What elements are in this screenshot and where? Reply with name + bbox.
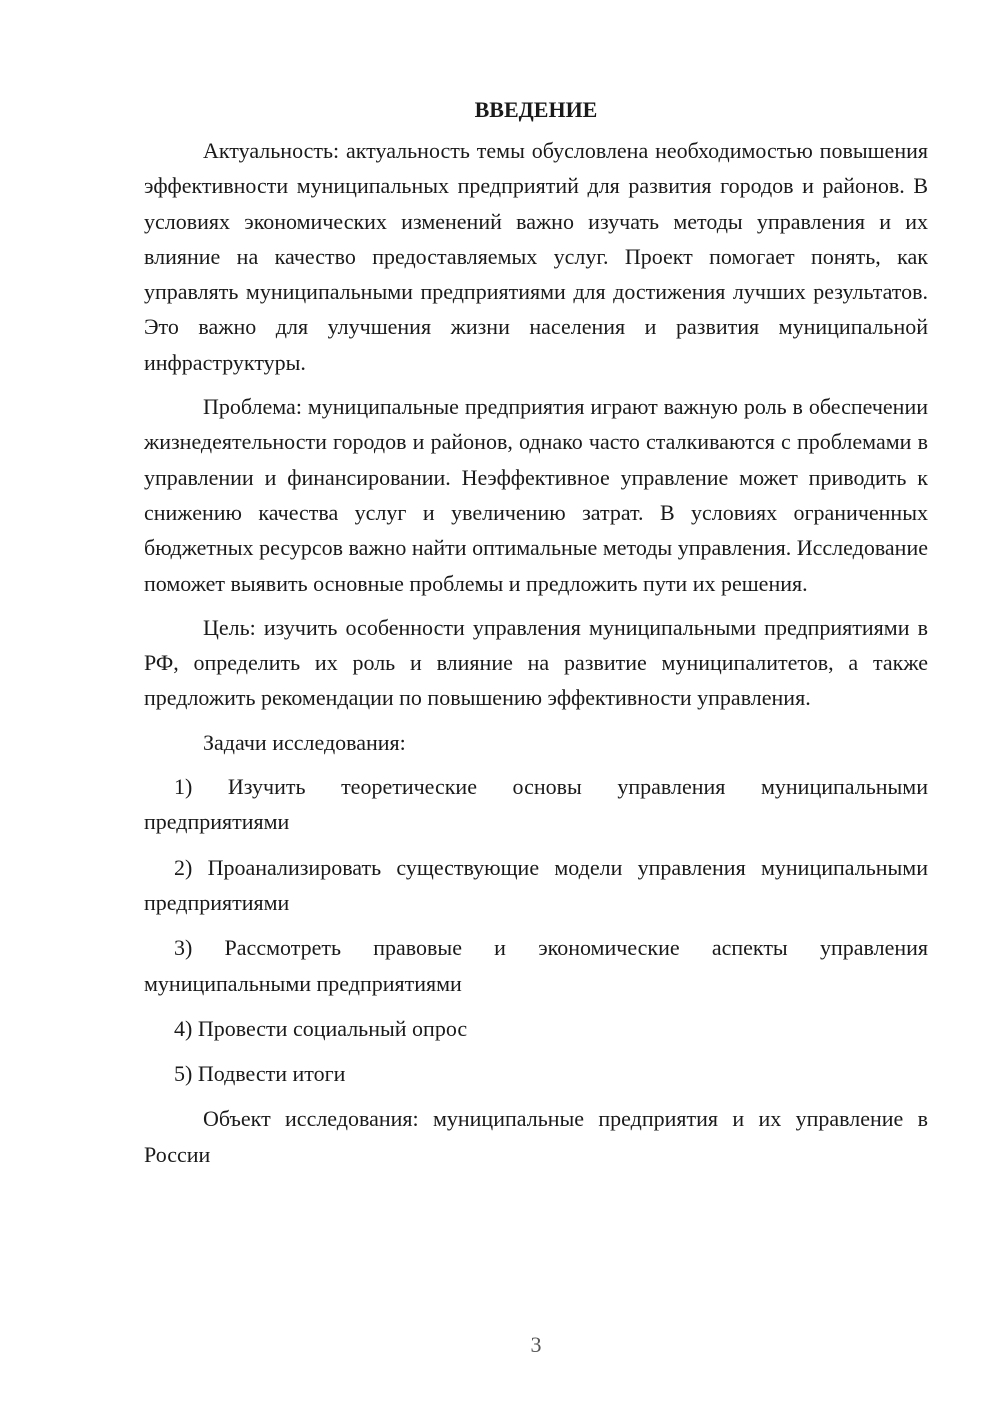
- page-title: ВВЕДЕНИЕ: [474, 97, 598, 122]
- tasks-list: [144, 769, 928, 1091]
- goal-paragraph: Цель: изучить особенности управления муниципальными предприятиями в РФ, определить их роль и влияние на развитие муниципалитетов, а также предложить рекомендации по повышению эффективности управления.: [144, 614, 928, 711]
- task-item-4: 4) Провести социальный опрос: [174, 1015, 468, 1041]
- page-number: 3: [530, 1332, 542, 1357]
- tasks-heading: Задачи исследования:: [203, 729, 406, 755]
- task-item-3: 3) Рассмотреть правовые и экономические аспекты управления муниципальными предприятиями: [144, 935, 928, 996]
- task-item-1: 1) Изучить теоретические основы управления муниципальными предприятиями: [144, 774, 928, 835]
- problem-paragraph: Проблема: муниципальные предприятия играют важную роль в обеспечении жизнедеятельности городов и районов, однако часто сталкиваются с проблемами в управлении и финансировании. Неэффективное управление может приводить к снижению качества услуг и увеличению затрат. В условиях ограниченных бюджетных ресурсов важно найти оптимальные методы управления. Исследование поможет выявить основные проблемы и предложить пути их решения.: [144, 394, 928, 596]
- relevance-paragraph: Актуальность: актуальность темы обусловлена необходимостью повышения эффективности муниципальных предприятий для развития городов и районов. В условиях экономических изменений важно изучать методы управления и их влияние на качество предоставляемых услуг. Проект помогает понять, как управлять муниципальными предприятиями для достижения лучших результатов. Это важно для улучшения жизни населения и развития муниципальной инфраструктуры.: [144, 138, 928, 375]
- task-item-2: 2) Проанализировать существующие модели управления муниципальными предприятиями: [144, 854, 928, 915]
- task-item-5: 5) Подвести итоги: [174, 1061, 346, 1087]
- document-page: [144, 92, 928, 1181]
- object-paragraph: Объект исследования: муниципальные предприятия и их управление в России: [144, 1106, 928, 1167]
